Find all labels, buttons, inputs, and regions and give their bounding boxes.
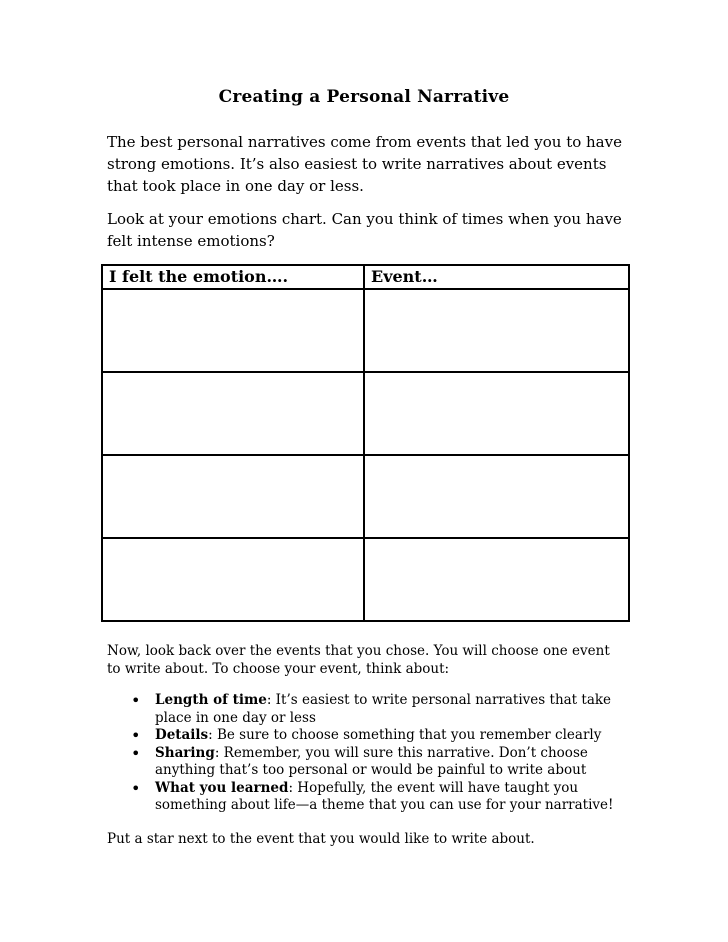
table-row (102, 372, 629, 455)
considerations-list (155, 692, 635, 815)
list-item (155, 745, 635, 780)
consideration-term: Details (155, 727, 209, 743)
emotion-column-header: I felt the emotion…. (102, 265, 364, 289)
emotion-cell[interactable] (102, 455, 364, 538)
consideration-text: : Be sure to choose something that you remember clearly (208, 727, 602, 743)
consideration-text: : Hopefully, the event will have taught you something about life—a theme that you can use for your narrative! (155, 779, 614, 813)
emotion-cell[interactable] (102, 289, 364, 372)
consideration-term: Sharing (155, 744, 215, 761)
event-cell[interactable] (364, 455, 629, 538)
consideration-text: : It’s easiest to write personal narratives that take place in one day or less (155, 692, 612, 726)
choose-event-paragraph: Now, look back over the events that you chose. You will choose one event to write about. To choose your event, think about: (107, 643, 610, 677)
event-cell[interactable] (364, 372, 629, 455)
closing-instruction: Put a star next to the event that you would like to write about. (107, 831, 535, 847)
table-row (102, 538, 629, 621)
emotion-cell[interactable] (102, 538, 364, 621)
table-header-row (102, 265, 629, 289)
list-item (155, 780, 635, 815)
table-row (102, 455, 629, 538)
intro-paragraph: The best personal narratives come from events that led you to have strong emotions. It’s also easiest to write narratives about events that took place in one day or less. (107, 133, 622, 195)
event-column-header: Event… (364, 265, 629, 289)
table-row (102, 289, 629, 372)
event-cell[interactable] (364, 289, 629, 372)
page-title: Creating a Personal Narrative (218, 87, 510, 107)
consideration-text: : Remember, you will sure this narrative. Don’t choose anything that’s too personal or would be painful to write about (155, 744, 588, 778)
consideration-term: Length of time (155, 692, 267, 708)
list-item (155, 692, 635, 727)
emotion-cell[interactable] (102, 372, 364, 455)
list-item (155, 727, 635, 745)
consideration-term: What you learned (155, 779, 289, 796)
prompt-paragraph: Look at your emotions chart. Can you think of times when you have felt intense emotions? (107, 210, 622, 250)
event-cell[interactable] (364, 538, 629, 621)
emotions-event-table (101, 264, 630, 622)
